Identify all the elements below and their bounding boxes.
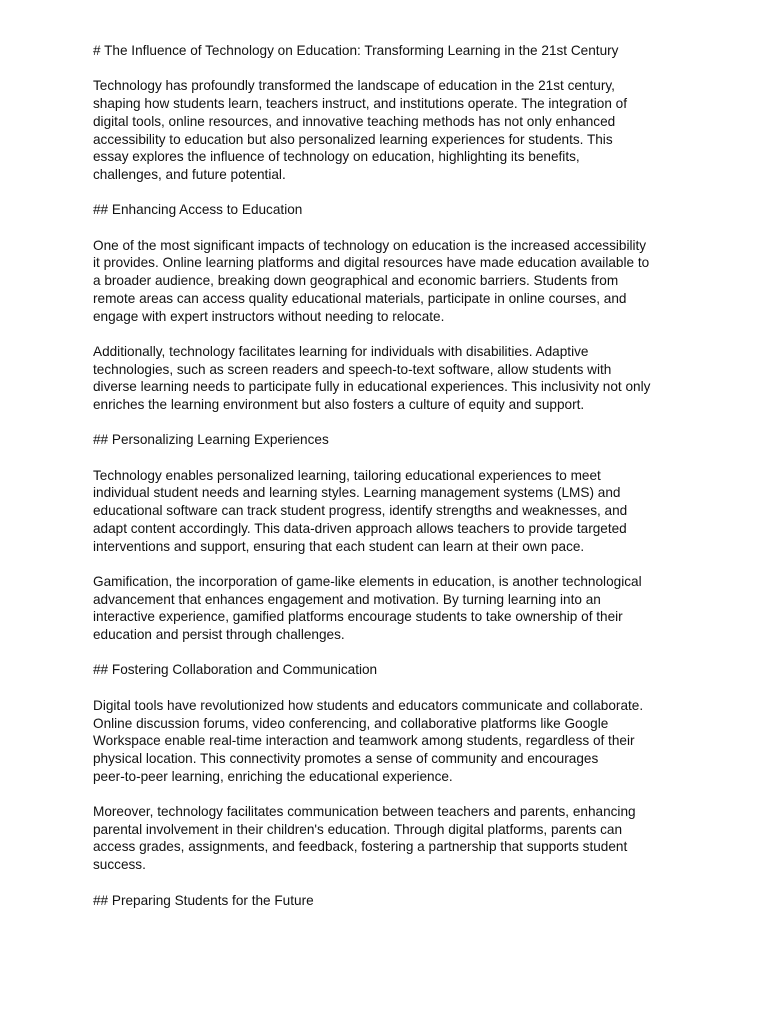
text-line: enriches the learning environment but also fosters a culture of equity and support. [93,397,585,412]
access-paragraph-1 [93,237,683,326]
collaboration-paragraph-1 [93,697,683,786]
text-line: physical location. This connectivity promotes a sense of community and encourages [93,750,599,766]
text-line: adapt content accordingly. This data-driven approach allows teachers to provide targeted [93,520,627,536]
text-line: digital tools, online resources, and innovative teaching methods has not only enhanced [93,113,616,129]
text-line: Workspace enable real-time interaction and teamwork among students, regardless of their [93,733,635,749]
text-line: interactive experience, gamified platforms encourage students to take ownership of their [93,609,623,625]
text-line: advancement that enhances engagement and motivation. By turning learning into an [93,591,601,607]
text-line: Technology has profoundly transformed the landscape of education in the 21st century, [93,78,615,94]
text-line: accessibility to education but also personalized learning experiences for students. This [93,131,613,147]
text-line: it provides. Online learning platforms and digital resources have made education available to [93,255,650,271]
text-line: access grades, assignments, and feedback, fostering a partnership that supports student [93,839,628,855]
text-line: a broader audience, breaking down geographical and economic barriers. Students from [93,273,619,289]
text-line: individual student needs and learning styles. Learning management systems (LMS) and [93,485,621,501]
text-line: Online discussion forums, video conferencing, and collaborative platforms like Google [93,715,609,731]
text-line: One of the most significant impacts of technology on education is the increased accessibility [93,237,647,253]
access-paragraph-2 [93,343,683,414]
text-line: parental involvement in their children's education. Through digital platforms, parents can [93,821,623,837]
text-line: shaping how students learn, teachers instruct, and institutions operate. The integration of [93,96,628,112]
section-heading-collaboration: ## Fostering Collaboration and Communication [93,662,378,678]
intro-paragraph [93,77,683,183]
text-line: peer-to-peer learning, enriching the educational experience. [93,768,453,784]
document-page [93,42,683,927]
text-line: interventions and support, ensuring that each student can learn at their own pace. [93,538,585,554]
section-heading-access: ## Enhancing Access to Education [93,202,303,218]
text-line: Moreover, technology facilitates communication between teachers and parents, enhancing [93,804,636,820]
text-line: Technology enables personalized learning, tailoring educational experiences to meet [93,467,601,483]
document-title: # The Influence of Technology on Education: Transforming Learning in the 21st Century [93,43,619,58]
section-heading-future: ## Preparing Students for the Future [93,892,314,908]
collaboration-paragraph-2 [93,803,683,874]
text-line: diverse learning needs to participate fully in educational experiences. This inclusivity not only [93,379,651,395]
text-line: educational software can track student progress, identify strengths and weaknesses, and [93,503,628,519]
text-line: technologies, such as screen readers and speech-to-text software, allow students with [93,361,612,377]
text-line: challenges, and future potential. [93,166,286,182]
personalizing-paragraph-2 [93,573,683,644]
text-line: success. [93,857,146,873]
text-line: education and persist through challenges. [93,627,345,643]
text-line: engage with expert instructors without needing to relocate. [93,308,445,324]
section-heading-personalizing: ## Personalizing Learning Experiences [93,432,329,448]
text-line: Gamification, the incorporation of game-like elements in education, is another technological [93,573,642,589]
text-line: Digital tools have revolutionized how students and educators communicate and collaborate. [93,697,644,713]
text-line: Additionally, technology facilitates learning for individuals with disabilities. Adaptive [93,343,589,359]
text-line: remote areas can access quality educational materials, participate in online courses, and [93,290,627,306]
text-line: essay explores the influence of technology on education, highlighting its benefits, [93,149,580,165]
personalizing-paragraph-1 [93,467,683,556]
